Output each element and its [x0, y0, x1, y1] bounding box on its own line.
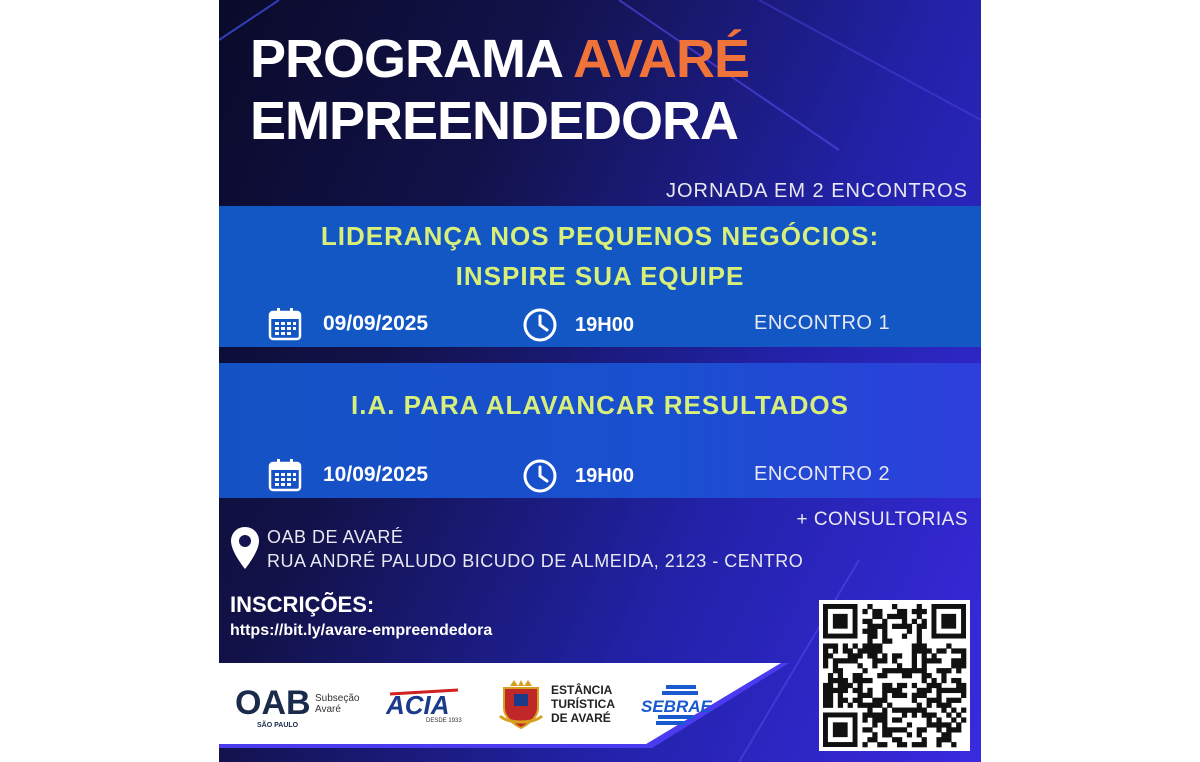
session-1-title-line1: LIDERANÇA NOS PEQUENOS NEGÓCIOS:: [320, 221, 880, 251]
acia-logo: [386, 686, 462, 724]
session-2-details: [219, 455, 981, 495]
page-title: [250, 28, 749, 152]
acia-logo-small: DESDE 1933: [426, 718, 462, 724]
oab-logo-side1: Subseção: [315, 693, 360, 704]
title-line2: EMPREENDEDORA: [250, 91, 739, 151]
location-address: RUA ANDRÉ PALUDO BICUDO DE ALMEIDA, 2123 - CENTRO: [267, 551, 804, 571]
session-1-time: 19H00: [575, 314, 634, 336]
acia-logo-main: ACIA: [386, 690, 450, 720]
title-line1-a: PROGRAMA: [250, 29, 561, 89]
sebrae-logo-main: SEBRAE: [641, 697, 712, 716]
estancia-text: [551, 683, 615, 725]
estancia-line1: ESTÂNCIA: [551, 683, 613, 697]
session-1-title-line2: INSPIRE SUA EQUIPE: [455, 261, 745, 291]
registration-label: INSCRIÇÕES:: [230, 592, 375, 617]
registration-link[interactable]: https://bit.ly/avare-empreendedora: [230, 622, 493, 639]
estancia-line3: DE AVARÉ: [551, 711, 611, 725]
session-2-band: [219, 363, 981, 498]
session-2-time: 19H00: [575, 465, 634, 487]
location-pin-icon: [230, 526, 260, 570]
session-1-label: ENCONTRO 1: [754, 312, 891, 334]
session-1-band: [219, 206, 981, 347]
session-1-title: [219, 216, 981, 296]
estancia-line2: TURÍSTICA: [551, 697, 615, 711]
calendar-icon: [268, 307, 302, 341]
title-line1-b: AVARÉ: [573, 29, 750, 89]
session-1-details: [219, 304, 981, 344]
estancia-turistica-logo: [498, 678, 614, 730]
oab-logo-main: OAB: [235, 684, 311, 722]
session-2-title: I.A. PARA ALAVANCAR RESULTADOS: [351, 390, 849, 420]
clock-icon: [522, 307, 558, 343]
session-2-date: 10/09/2025: [323, 463, 429, 486]
event-poster: [219, 0, 981, 762]
qr-code[interactable]: [819, 600, 970, 751]
sebrae-logo: [640, 684, 722, 726]
location-name: OAB DE AVARÉ: [267, 527, 404, 547]
clock-icon: [522, 458, 558, 494]
oab-logo-sub: SÃO PAULO: [257, 722, 299, 729]
oab-logo-side2: Avaré: [315, 704, 341, 715]
oab-logo: [235, 683, 365, 729]
subtitle: JORNADA EM 2 ENCONTROS: [665, 180, 968, 202]
session-1-date: 09/09/2025: [323, 312, 429, 335]
extra-consultorias: + CONSULTORIAS: [796, 509, 968, 530]
avare-coat-of-arms-icon: [498, 678, 544, 730]
session-2-label: ENCONTRO 2: [754, 463, 891, 485]
calendar-icon: [268, 458, 302, 492]
